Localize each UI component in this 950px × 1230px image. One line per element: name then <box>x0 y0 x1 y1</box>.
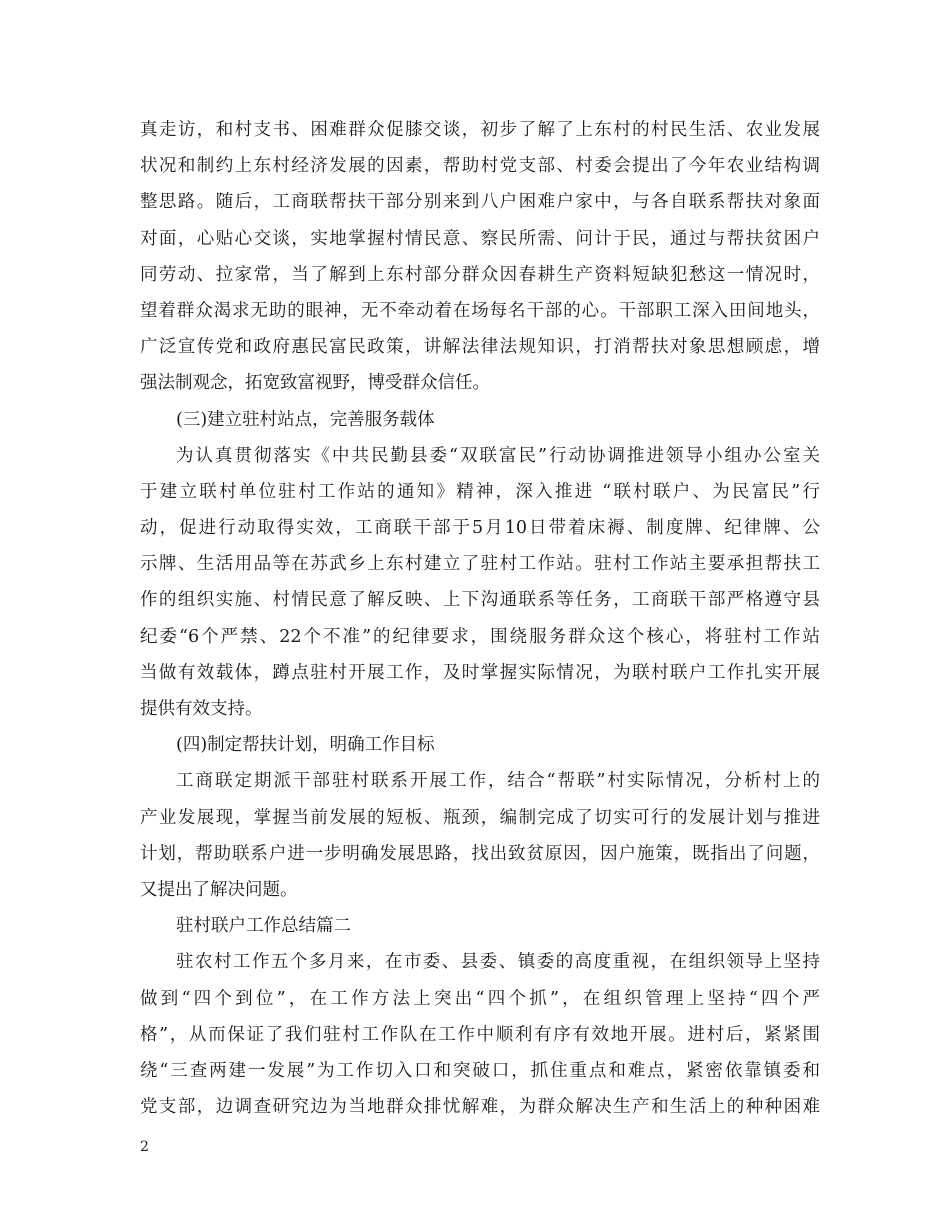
text-line: 状况和制约上东村经济发展的因素，帮助村党支部、村委会提出了今年农业结构调 <box>140 156 820 177</box>
text-line: 提供有效支持。 <box>140 699 263 719</box>
text-line: 望着群众渴求无助的眼神，无不牵动着在场每名干部的心。干部职工深入田间地头， <box>140 300 820 321</box>
text-line: 计划，帮助联系户进一步明确发展思路，找出致贫原因，因户施策，既指出了问题， <box>140 843 820 864</box>
text-line: 党支部，边调查研究边为当地群众排忧解难，为群众解决生产和生活上的种种困难 <box>140 1097 820 1118</box>
text-line: 驻村联户工作总结篇二 <box>176 916 351 937</box>
text-line: 绕“三查两建一发展”为工作切入口和突破口，抓住重点和难点，紧密依靠镇委和 <box>140 1060 820 1081</box>
text-line: 驻农村工作五个多月来，在市委、县委、镇委的高度重视，在组织领导上坚持 <box>176 952 820 973</box>
text-line: 对面，心贴心交谈，实地掌握村情民意、察民所需、问计于民，通过与帮扶贫困户 <box>140 228 820 249</box>
page-number: 2 <box>140 1139 149 1155</box>
text-line: 当做有效载体，蹲点驻村开展工作，及时掌握实际情况，为联村联户工作扎实开展 <box>140 662 820 683</box>
text-line: 产业发展现，掌握当前发展的短板、瓶颈，编制完成了切实可行的发展计划与推进 <box>140 807 820 828</box>
text-line: 纪委“6个严禁、22个不准”的纪律要求，围绕服务群众这个核心，将驻村工作站 <box>140 626 820 647</box>
text-line: 强法制观念，拓宽致富视野，博受群众信任。 <box>140 373 490 394</box>
text-line: 为认真贯彻落实《中共民勤县委“双联富民”行动协调推进领导小组办公室关 <box>176 445 820 466</box>
text-line: 广泛宣传党和政府惠民富民政策，讲解法律法规知识，打消帮扶对象思想顾虑，增 <box>140 337 820 358</box>
text-line: 工商联定期派干部驻村联系开展工作，结合“帮联”村实际情况，分析村上的 <box>176 771 820 792</box>
text-line: 作的组织实施、村情民意了解反映、上下沟通联系等任务，工商联干部严格遵守县 <box>140 590 820 611</box>
text-line: 同劳动、拉家常，当了解到上东村部分群众因春耕生产资料短缺犯愁这一情况时， <box>140 264 820 285</box>
text-line: 又提出了解决问题。 <box>140 879 298 900</box>
text-line: 格”，从而保证了我们驻村工作队在工作中顺利有序有效地开展。进村后，紧紧围 <box>140 1024 820 1045</box>
text-line: 于建立联村单位驻村工作站的通知》精神，深入推进 “联村联户、为民富民”行 <box>140 481 820 502</box>
text-line: (四)制定帮扶计划，明确工作目标 <box>176 735 435 756</box>
text-line: 示牌、生活用品等在苏武乡上东村建立了驻村工作站。驻村工作站主要承担帮扶工 <box>140 554 820 575</box>
text-line: 整思路。随后，工商联帮扶干部分别来到八户困难户家中，与各自联系帮扶对象面 <box>140 192 820 213</box>
document-body <box>140 112 820 1125</box>
text-line: 做到“四个到位”，在工作方法上突出“四个抓”，在组织管理上坚持“四个严 <box>140 988 820 1009</box>
text-line: 真走访，和村支书、困难群众促膝交谈，初步了解了上东村的村民生活、农业发展 <box>140 120 820 140</box>
text-line: (三)建立驻村站点，完善服务载体 <box>176 409 435 430</box>
text-line: 动，促进行动取得实效，工商联干部于5月10日带着床褥、制度牌、纪律牌、公 <box>140 518 820 539</box>
